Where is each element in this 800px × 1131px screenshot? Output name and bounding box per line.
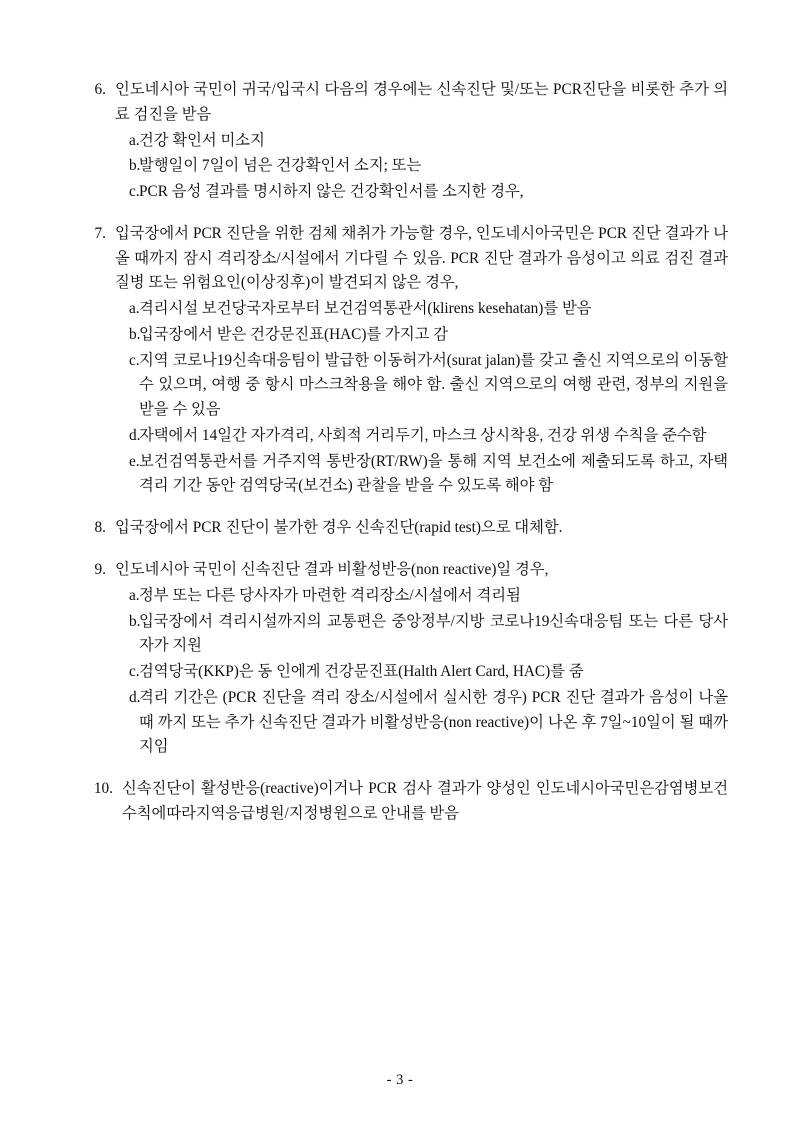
sublist-item-text: PCR 음성 결과를 명시하지 않은 건강확인서를 소지한 경우,: [139, 183, 524, 201]
sublist-item-marker: b.: [129, 157, 141, 175]
sublist-item: [115, 297, 728, 322]
list-item-number: 6.: [94, 81, 106, 98]
sublist-item-text: 격리 기간은 (PCR 진단을 격리 장소/시설에서 실시한 경우) PCR 진단 결과가 음성이 나올 때 까지 또는 추가 신속진단 결과가 비활성반응(non reactive)이 나온 후 7일~10일이 될 때까지임: [139, 688, 728, 756]
list-item-text: 입국장에서 PCR 진단이 불가한 경우 신속진단(rapid test)으로 대체함.: [115, 519, 563, 537]
sublist-item-text: 보건검역통관서를 거주지역 통반장(RT/RW)을 통해 지역 보건소에 제출되도록 하고, 자택 격리 기간 동안 검역당국(보건소) 관찰을 받을 수 있도록 해야 함: [139, 452, 728, 495]
sublist-item: [115, 686, 728, 760]
sublist-item-text: 지역 코로나19신속대응팀이 발급한 이동허가서(surat jalan)를 갖고 출신 지역으로의 이동할 수 있으며, 여행 중 항시 마스크착용을 해야 함. 출신 지역으로의 여행 관련, 정부의 지원을 받을 수 있음: [139, 351, 728, 419]
sublist-item: [115, 349, 728, 423]
document-body: [86, 78, 728, 827]
sublist-item-marker: d.: [129, 688, 141, 706]
list-item: [86, 558, 728, 760]
sublist-item-marker: c.: [129, 663, 140, 681]
sublist-item: [115, 129, 728, 154]
sublist-item-marker: a.: [129, 586, 140, 604]
sublist-item-text: 검역당국(KKP)은 동 인에게 건강문진표(Halth Alert Card, HAC)를 줌: [139, 663, 584, 681]
sublist-item-marker: c.: [129, 183, 140, 201]
sublist: [115, 129, 728, 205]
list-item-number: 10.: [93, 780, 113, 798]
sublist-item-text: 격리시설 보건당국자로부터 보건검역통관서(klirens kesehatan)를 받음: [139, 300, 592, 318]
sublist: [115, 584, 728, 760]
list-item-body: [115, 516, 728, 541]
list-item-body: [115, 222, 728, 499]
sublist-item: [115, 450, 728, 500]
list-item: [86, 777, 728, 827]
sublist-item-text: 입국장에서 격리시설까지의 교통편은 중앙정부/지방 코로나19신속대응팀 또는 다른 당사자가 지원: [139, 612, 728, 655]
list-item-body: [122, 777, 728, 827]
sublist-item-marker: d.: [129, 426, 141, 444]
sublist-item-text: 입국장에서 받은 건강문진표(HAC)를 가지고 감: [139, 325, 448, 343]
list-item: [86, 222, 728, 499]
list-item-text: 인도네시아 국민이 신속진단 결과 비활성반응(non reactive)일 경우,: [115, 561, 549, 579]
sublist-item: [115, 180, 728, 205]
sublist-item-marker: a.: [129, 131, 140, 149]
sublist-item: [115, 424, 728, 449]
sublist-item-text: 자택에서 14일간 자가격리, 사회적 거리두기, 마스크 상시착용, 건강 위생 수칙을 준수함: [139, 426, 707, 444]
sublist-item-marker: b.: [129, 325, 141, 343]
sublist-item-marker: c.: [129, 351, 140, 369]
page-number: - 3 -: [386, 1072, 414, 1088]
sublist-item-marker: a.: [129, 300, 140, 318]
sublist-item-marker: b.: [129, 612, 141, 630]
list-item-text: 신속진단이 활성반응(reactive)이거나 PCR 검사 결과가 양성인 인도네시아국민은감염병보건수칙에따라지역응급병원/지정병원으로 안내를 받음: [122, 780, 728, 822]
list-item-text: 입국장에서 PCR 진단을 위한 검체 채취가 가능할 경우, 인도네시아국민은 PCR 진단 결과가 나올 때까지 잠시 격리장소/시설에서 기다릴 수 있음. PCR 진단 결과가 음성이고 의료 검진 결과 질병 또는 위험요인(이상징후)이 발견되지 않은 경우,: [115, 224, 728, 292]
sublist: [115, 297, 728, 499]
list-item-text: 인도네시아 국민이 귀국/입국시 다음의 경우에는 신속진단 및/또는 PCR진단을 비롯한 추가 의료 검진을 받음: [115, 81, 728, 123]
sublist-item: [115, 584, 728, 609]
sublist-item: [115, 610, 728, 660]
list-item: [86, 516, 728, 541]
list-item-number: 9.: [94, 561, 106, 579]
sublist-item-text: 건강 확인서 미소지: [139, 131, 265, 149]
sublist-item: [115, 660, 728, 685]
list-item-number: 8.: [94, 519, 106, 537]
sublist-item: [115, 323, 728, 348]
sublist-item-text: 정부 또는 다른 당사자가 마련한 격리장소/시설에서 격리됨: [139, 586, 521, 604]
list-item-number: 7.: [94, 224, 106, 242]
list-item-body: [115, 558, 728, 760]
sublist-item-marker: e.: [129, 452, 140, 470]
sublist-item-text: 발행일이 7일이 넘은 건강확인서 소지; 또는: [139, 157, 422, 175]
list-item-body: [115, 78, 728, 205]
sublist-item: [115, 154, 728, 179]
list-item: [86, 78, 728, 205]
